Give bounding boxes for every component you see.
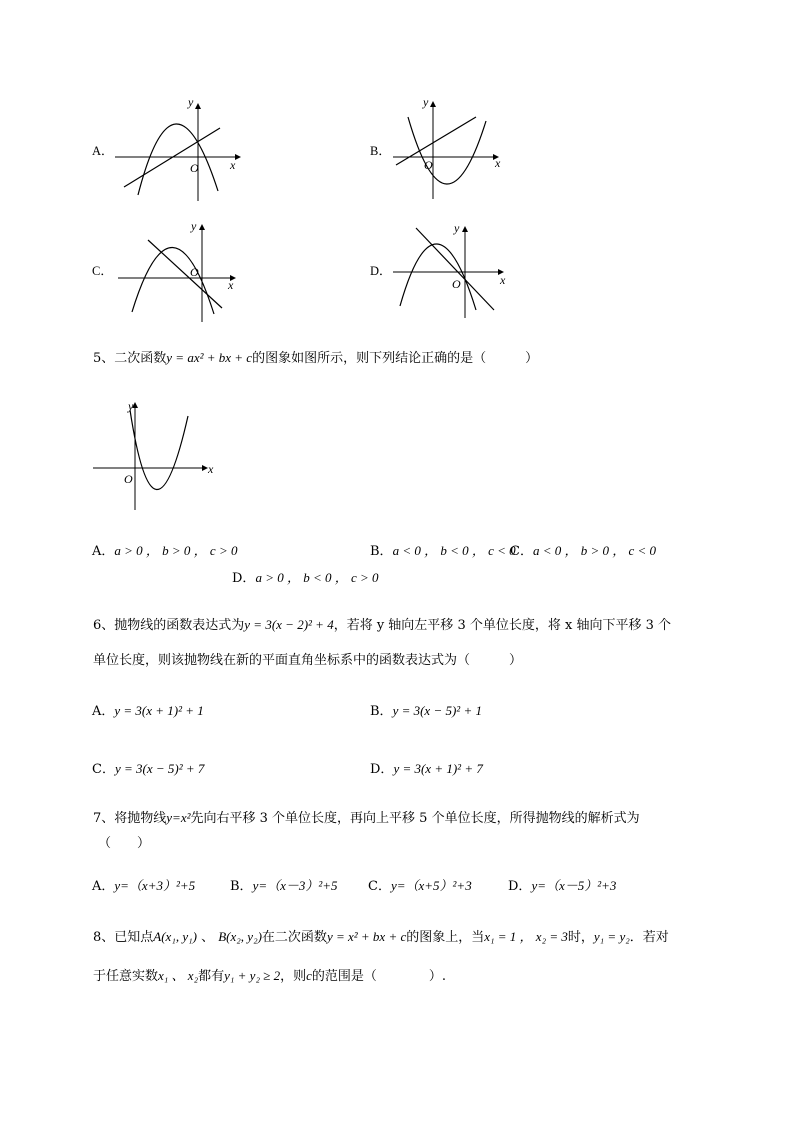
line [396, 117, 476, 165]
origin-label: O [190, 265, 199, 279]
option-label: D． [370, 264, 392, 278]
q7-option-a: A．y=（x+3）²+5 [92, 878, 196, 894]
origin-label: O [452, 277, 461, 291]
origin-label: O [190, 161, 199, 175]
origin-label: O [424, 158, 433, 172]
y-label: y [128, 399, 134, 413]
option-label: A． [92, 144, 114, 158]
origin-label: O [124, 472, 133, 486]
x-label: x [228, 278, 234, 292]
parabola [138, 124, 218, 195]
y-axis-arrow [462, 226, 468, 232]
y-label: y [191, 219, 197, 233]
q6-option-a: A．y = 3(x + 1)² + 1 [92, 703, 204, 719]
x-label: x [230, 158, 236, 172]
line [148, 240, 222, 308]
q8-stem-line2: 于任意实数x₁ 、 x₂都有y₁ + y₂ ≥ 2，则c的范围是（ ）. [93, 968, 447, 984]
q5-stem: 5、二次函数y = ax² + bx + c的图象如图所示，则下列结论正确的是（ ） [93, 350, 539, 366]
y-label: y [423, 95, 429, 109]
y-axis-arrow [199, 224, 205, 230]
x-label: x [495, 156, 501, 170]
q5-option-d: D．a > 0 ， b < 0 ， c > 0 [232, 570, 379, 586]
option-label: B． [370, 144, 391, 158]
q7-option-c: C．y=（x+5）²+3 [368, 878, 472, 894]
q7-option-b: B．y=（x－3）²+5 [230, 878, 338, 894]
q7-formula: y=x² [166, 810, 191, 825]
q4-graph-c [110, 218, 250, 328]
option-label: C． [92, 264, 113, 278]
y-label: y [454, 221, 460, 235]
y-label: y [188, 95, 194, 109]
parabola [130, 410, 188, 490]
q5-option-c: C．a < 0 ， b > 0 ， c < 0 [510, 543, 657, 559]
y-axis-arrow [430, 101, 436, 107]
q6-option-d: D．y = 3(x + 1)² + 7 [370, 761, 483, 777]
line [416, 228, 494, 310]
q4-graph-d [388, 218, 528, 328]
q7-stem-line2: （ ） [98, 836, 151, 851]
x-axis-arrow [235, 154, 241, 160]
q7-option-d: D．y=（x－5）²+3 [508, 878, 617, 894]
q4-graph-a [110, 95, 250, 205]
q8-stem-line1: 8、已知点A(x₁, y₁) 、 B(x₂, y₂)在二次函数y = x² + bx + c的图象上，当x₁ = 1 ， x₂ = 3时，y₁ = y₂．若对 [93, 929, 669, 945]
q6-stem-line1: 6、抛物线的函数表达式为y = 3(x − 2)² + 4，若将 y 轴向左平移 3 个单位长度，将 x 轴向下平移 3 个 [93, 617, 671, 633]
q6-option-c: C．y = 3(x − 5)² + 7 [92, 761, 205, 777]
q5-option-a: A．a > 0 ， b > 0 ， c > 0 [92, 543, 238, 559]
q5-graph [90, 398, 230, 518]
q4-graph-b [388, 95, 528, 205]
y-axis-arrow [195, 103, 201, 109]
x-label: x [208, 462, 214, 476]
q6-option-b: B．y = 3(x − 5)² + 1 [370, 703, 482, 719]
q7-stem-line1: 7、将抛物线y=x²先向右平移 3 个单位长度，再向上平移 5 个单位长度，所得抛物线的解析式为 [93, 810, 640, 826]
q6-formula: y = 3(x − 2)² + 4 [244, 617, 334, 632]
q6-stem-line2: 单位长度，则该抛物线在新的平面直角坐标系中的函数表达式为（ ） [93, 653, 523, 668]
q5-formula: y = ax² + bx + c [166, 350, 253, 365]
x-label: x [500, 273, 506, 287]
q5-option-b: B．a < 0 ， b < 0 ， c < 0 [370, 543, 516, 559]
